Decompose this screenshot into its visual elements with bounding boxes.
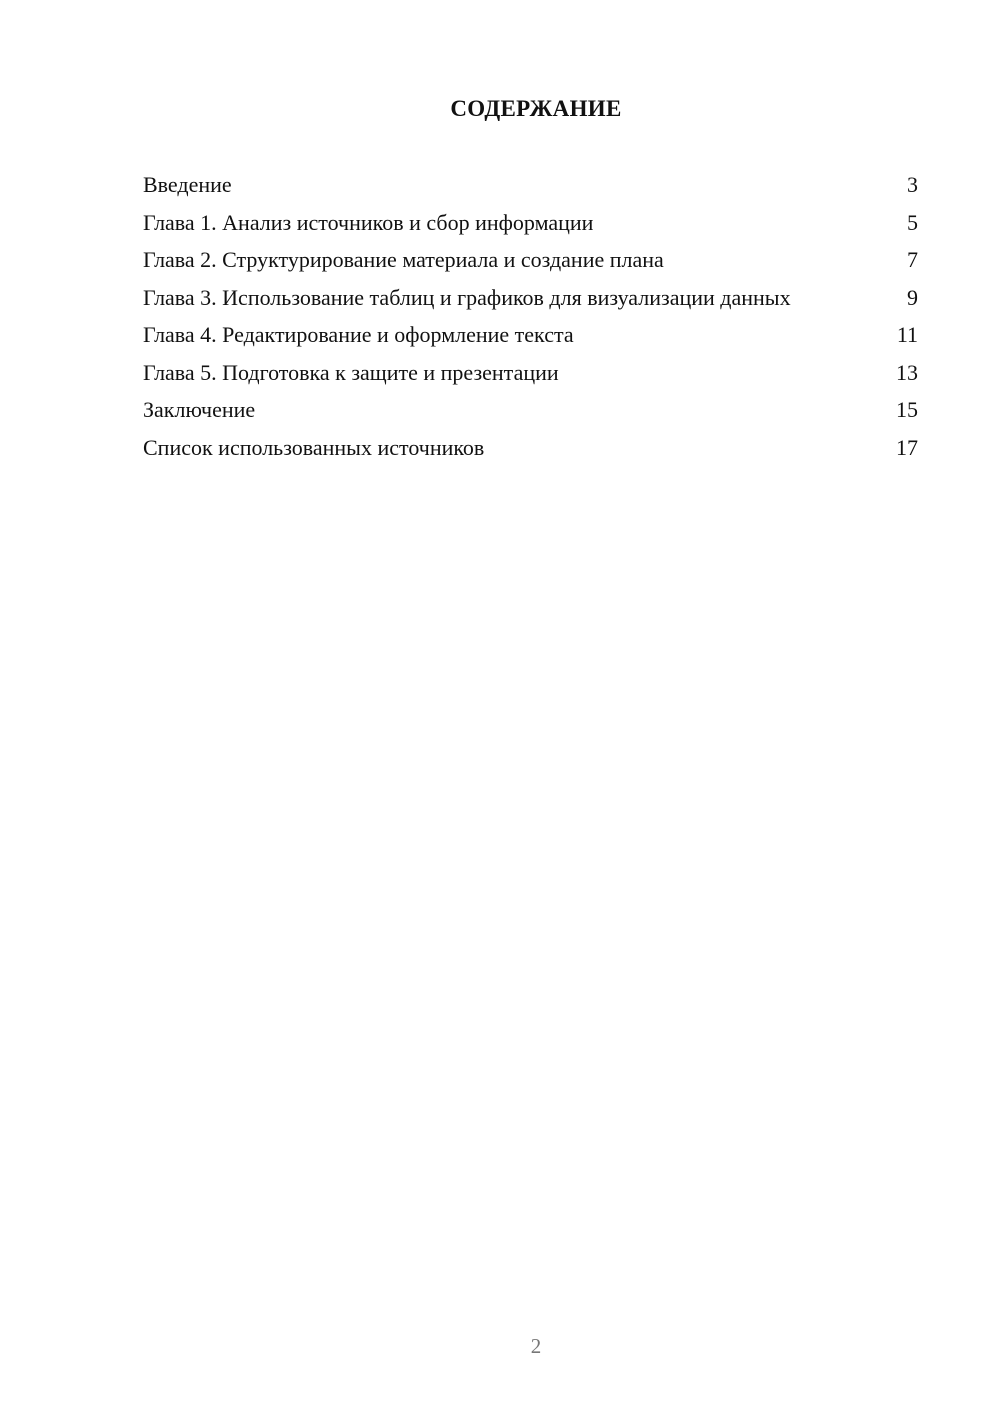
toc-entry-page: 15 [896,397,918,422]
toc-entry-chapter-4 [143,321,918,348]
toc-entry-conclusion [143,396,918,423]
toc-entry-label: Введение [143,172,232,197]
toc-entry-page: 5 [907,209,918,235]
toc-entry-label: Список использованных источников [143,434,485,460]
toc-list [143,171,918,471]
toc-entry-chapter-5 [143,359,918,386]
toc-entry-page: 11 [896,322,918,347]
toc-entry-label: Глава 1. Анализ источников и сбор информации [143,209,594,235]
toc-entry-label: Глава 3. Использование таблиц и графиков для визуализации данных [143,284,791,310]
page-number: 2 [530,1334,542,1358]
toc-entry-page: 17 [896,434,918,460]
toc-entry-page: 3 [907,172,918,197]
toc-entry-references [143,434,918,461]
toc-title: СОДЕРЖАНИЕ [450,96,622,121]
toc-entry-page: 9 [907,284,918,310]
toc-entry-chapter-1 [143,209,918,236]
toc-entry-introduction [143,171,918,198]
toc-entry-label: Заключение [143,397,256,422]
toc-entry-label: Глава 4. Редактирование и оформление текста [143,322,574,347]
toc-entry-page: 13 [896,359,918,385]
toc-entry-label: Глава 5. Подготовка к защите и презентации [143,359,559,385]
toc-entry-chapter-2 [143,246,918,273]
toc-entry-chapter-3 [143,284,918,311]
toc-entry-label: Глава 2. Структурирование материала и создание плана [143,247,664,272]
toc-entry-page: 7 [907,247,918,272]
